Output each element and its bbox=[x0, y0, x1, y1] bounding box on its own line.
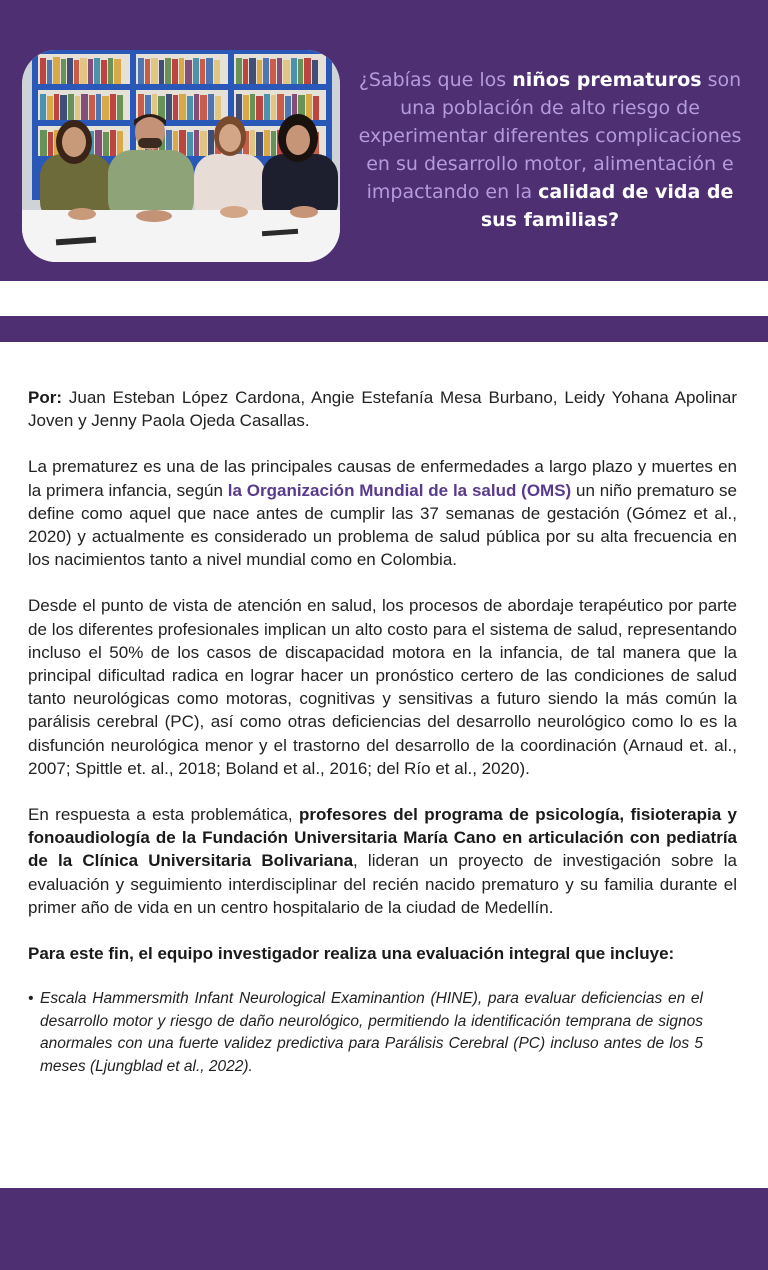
authors-names: Juan Esteban López Cardona, Angie Estefanía Mesa Burbano, Leidy Yohana Apolinar Joven y Jenny Paola Ojeda Casallas. bbox=[28, 388, 737, 431]
article-body bbox=[28, 386, 737, 1079]
paragraph-health-care: Desde el punto de vista de atención en salud, los procesos de abordaje terapéutico por parte de los diferentes profesionales implican un alto costo para el sistema de salud, representando incluso el 50% de los casos de discapacidad motora en la infancia, de tal manera que la principal dificultad radica en lograr hacer un pronóstico certero de las condiciones de salud tanto neurológicas como motoras, cognitivas y sensitivas a futuro siendo la más común la parálisis cerebral (PC), así como otras deficiencias del desarrollo neurológico como lo es la disfunción neurológica menor y el trastorno del desarrollo de la coordinación (Arnaud et. al., 2007; Spittle et. al., 2018; Boland et al., 2016; del Río et al., 2020). bbox=[28, 596, 737, 778]
divider-band bbox=[0, 316, 768, 342]
paragraph-3-bold: profesores del programa de psicología, fisioterapia y fonoaudiología de la Fundación Universitaria María Cano en articulación con pediatría de la Clínica Universitaria Bolivariana bbox=[28, 805, 737, 871]
team-photo bbox=[22, 50, 340, 262]
headline-bold-1: niños prematuros bbox=[512, 69, 702, 91]
paragraph-3-text-b: , lideran un proyecto de investigación sobre la evaluación y seguimiento interdisciplinar del recién nacido prematuro y su familia durante el primer año de vida en un centro hospitalario de la ciudad de Medellín. bbox=[28, 851, 737, 917]
paragraph-3-text-a: En respuesta a esta problemática, bbox=[28, 805, 300, 825]
team-photo-illustration bbox=[22, 50, 340, 262]
list-item-text: Escala Hammersmith Infant Neurological Examinantion (HINE), para evaluar deficiencias en el desarrollo motor y riesgo de daño neurológico, permitiendo la identificación temprana de signos anormales con una fuerte validez predictiva para Parálisis Cerebral (PC) incluso antes de los 5 meses (Ljungblad et al., 2022). bbox=[40, 990, 703, 1076]
header-band bbox=[0, 0, 768, 281]
headline-part-2: son una población de alto riesgo de experimentar diferentes complicaciones en su desarrollo motor, alimentación e impactando en la bbox=[358, 69, 742, 203]
oms-link[interactable]: la Organización Mundial de la salud (OMS) bbox=[227, 480, 572, 500]
headline bbox=[350, 66, 750, 234]
bullet-icon: • bbox=[28, 990, 34, 1008]
authors-label: Por: bbox=[28, 388, 62, 407]
footer-band bbox=[0, 1188, 768, 1270]
evaluation-list bbox=[28, 988, 737, 1078]
paragraph-1-text-b: un niño prematuro se define como aquel que nace antes de cumplir las 37 semanas de gestación (Gómez et al., 2020) y actualmente es considerado un problema de salud pública por su alta frecuencia en los nacimientos tanto a nivel mundial como en Colombia. bbox=[28, 480, 737, 570]
authors-paragraph bbox=[28, 386, 737, 432]
paragraph-1-text-a: La prematurez es una de las principales causas de enfermedades a largo plazo y muertes en la primera infancia, según bbox=[28, 457, 737, 500]
headline-part-1: ¿Sabías que los bbox=[358, 69, 513, 91]
list-item bbox=[28, 988, 703, 1078]
headline-bold-2: calidad de vida de sus familias? bbox=[480, 181, 734, 231]
paragraph-prematurity bbox=[28, 455, 737, 571]
evaluation-intro: Para este fin, el equipo investigador realiza una evaluación integral que incluye: bbox=[28, 944, 675, 964]
paragraph-response bbox=[28, 803, 737, 919]
